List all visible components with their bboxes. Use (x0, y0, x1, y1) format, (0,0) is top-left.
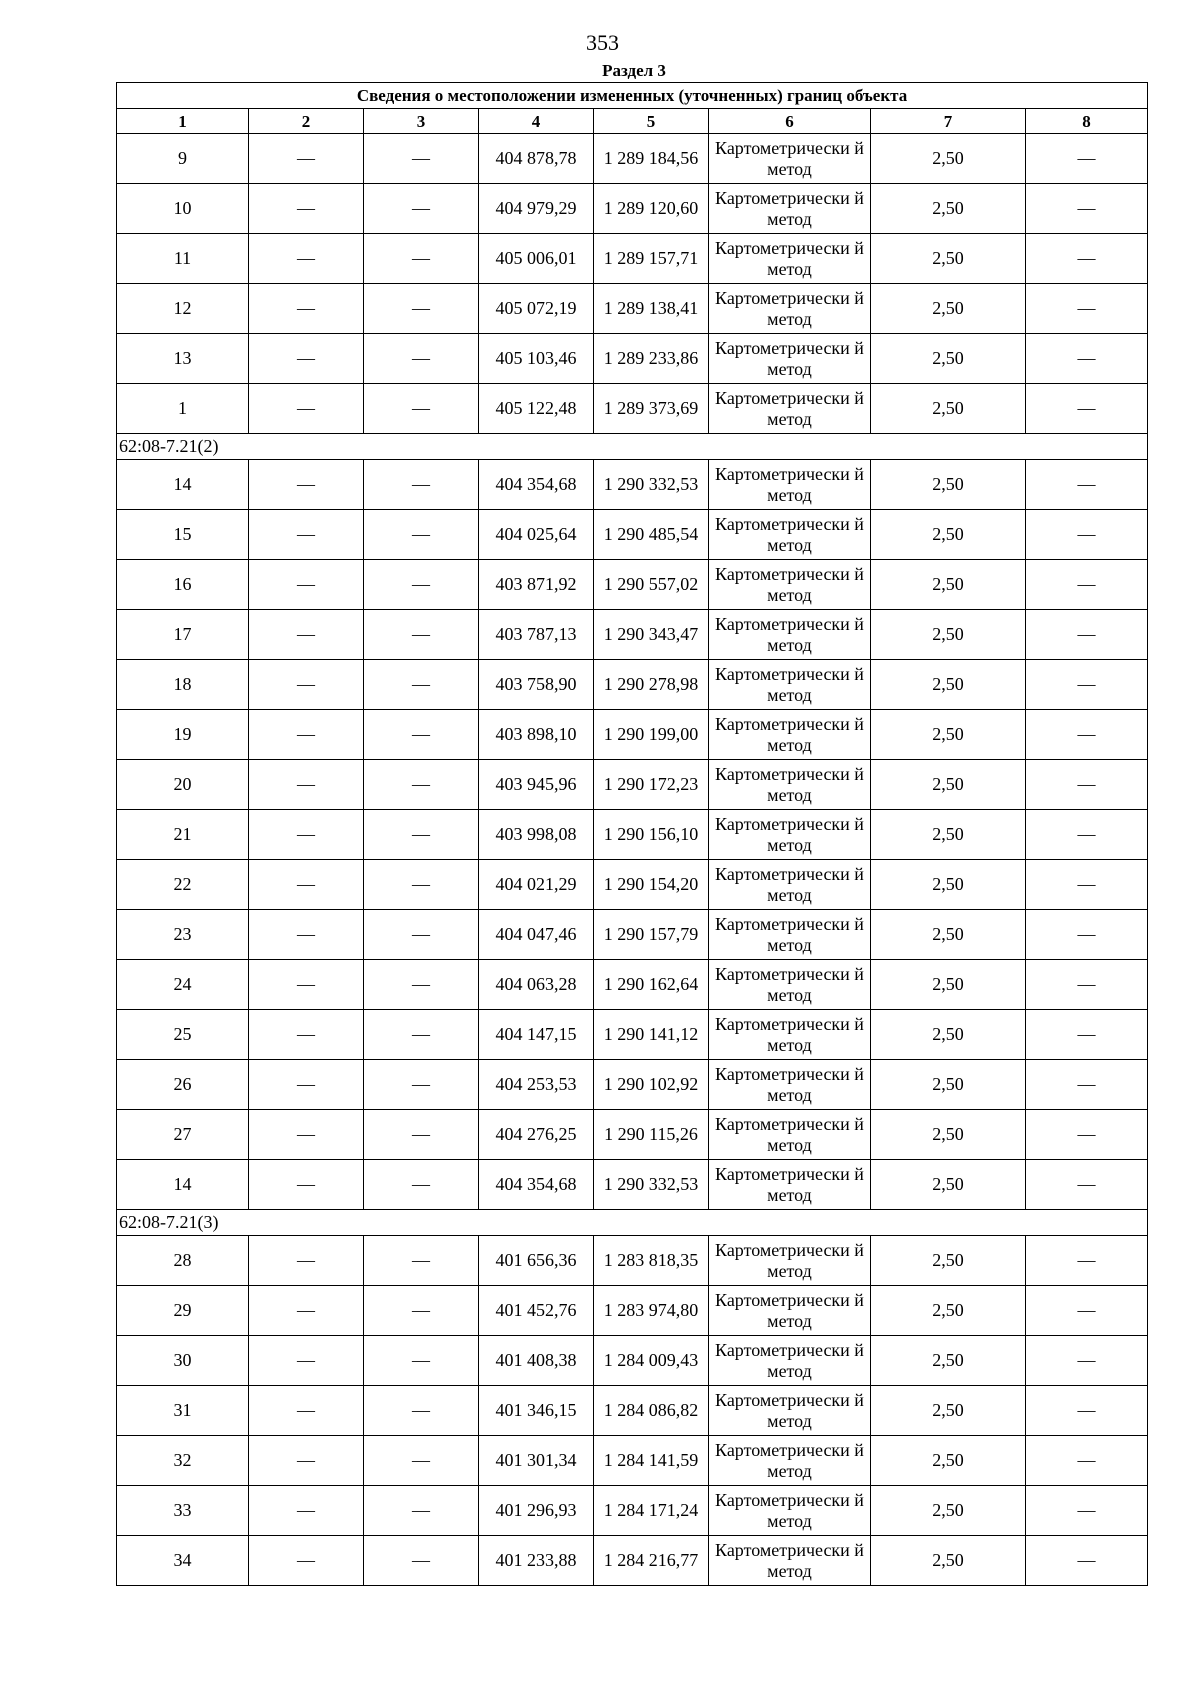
column-3-cell: — (364, 610, 479, 660)
method-cell: Картометрически й метод (709, 710, 871, 760)
accuracy-cell: 2,50 (871, 134, 1026, 184)
table-row (117, 284, 1148, 334)
y-coordinate-cell: 1 290 332,53 (594, 460, 709, 510)
x-coordinate-cell: 404 979,29 (479, 184, 594, 234)
method-cell: Картометрически й метод (709, 610, 871, 660)
y-coordinate-cell: 1 290 115,26 (594, 1110, 709, 1160)
point-number-cell: 27 (117, 1110, 249, 1160)
x-coordinate-cell: 403 758,90 (479, 660, 594, 710)
point-number-cell: 34 (117, 1536, 249, 1586)
table-row (117, 1060, 1148, 1110)
column-3-cell: — (364, 860, 479, 910)
y-coordinate-cell: 1 290 156,10 (594, 810, 709, 860)
column-8-cell: — (1026, 1436, 1148, 1486)
contour-group-label: 62:08-7.21(3) (117, 1210, 1148, 1236)
accuracy-cell: 2,50 (871, 810, 1026, 860)
column-8-cell: — (1026, 1486, 1148, 1536)
point-number-cell: 25 (117, 1010, 249, 1060)
x-coordinate-cell: 404 063,28 (479, 960, 594, 1010)
method-cell: Картометрически й метод (709, 334, 871, 384)
column-8-cell: — (1026, 860, 1148, 910)
column-8-cell: — (1026, 1160, 1148, 1210)
y-coordinate-cell: 1 290 157,79 (594, 910, 709, 960)
point-number-cell: 16 (117, 560, 249, 610)
accuracy-cell: 2,50 (871, 1010, 1026, 1060)
column-8-cell: — (1026, 1536, 1148, 1586)
table-row (117, 1386, 1148, 1436)
point-number-cell: 30 (117, 1336, 249, 1386)
column-3-cell: — (364, 334, 479, 384)
point-number-cell: 14 (117, 460, 249, 510)
boundary-table-container (116, 82, 1147, 1586)
x-coordinate-cell: 403 898,10 (479, 710, 594, 760)
column-2-cell: — (249, 610, 364, 660)
y-coordinate-cell: 1 289 184,56 (594, 134, 709, 184)
column-3-cell: — (364, 760, 479, 810)
x-coordinate-cell: 404 276,25 (479, 1110, 594, 1160)
table-row (117, 960, 1148, 1010)
column-2-cell: — (249, 560, 364, 610)
column-3-cell: — (364, 184, 479, 234)
column-8-cell: — (1026, 1236, 1148, 1286)
table-caption: Сведения о местоположении измененных (уточненных) границ объекта (117, 83, 1148, 109)
method-cell: Картометрически й метод (709, 384, 871, 434)
accuracy-cell: 2,50 (871, 1436, 1026, 1486)
page-number: 353 (586, 30, 619, 55)
column-8-cell: — (1026, 610, 1148, 660)
table-row (117, 1286, 1148, 1336)
accuracy-cell: 2,50 (871, 610, 1026, 660)
column-2-cell: — (249, 284, 364, 334)
x-coordinate-cell: 404 354,68 (479, 1160, 594, 1210)
column-2-cell: — (249, 384, 364, 434)
table-row (117, 184, 1148, 234)
y-coordinate-cell: 1 289 157,71 (594, 234, 709, 284)
method-cell: Картометрически й метод (709, 960, 871, 1010)
accuracy-cell: 2,50 (871, 1060, 1026, 1110)
column-8-cell: — (1026, 660, 1148, 710)
y-coordinate-cell: 1 284 216,77 (594, 1536, 709, 1586)
point-number-cell: 15 (117, 510, 249, 560)
method-cell: Картометрически й метод (709, 460, 871, 510)
point-number-cell: 17 (117, 610, 249, 660)
column-number: 8 (1026, 109, 1148, 134)
column-8-cell: — (1026, 810, 1148, 860)
column-3-cell: — (364, 284, 479, 334)
accuracy-cell: 2,50 (871, 1286, 1026, 1336)
column-3-cell: — (364, 1160, 479, 1210)
point-number-cell: 21 (117, 810, 249, 860)
table-row (117, 610, 1148, 660)
accuracy-cell: 2,50 (871, 1536, 1026, 1586)
column-8-cell: — (1026, 910, 1148, 960)
accuracy-cell: 2,50 (871, 960, 1026, 1010)
point-number-cell: 33 (117, 1486, 249, 1536)
column-3-cell: — (364, 960, 479, 1010)
column-2-cell: — (249, 1236, 364, 1286)
column-3-cell: — (364, 1286, 479, 1336)
column-number: 5 (594, 109, 709, 134)
column-3-cell: — (364, 560, 479, 610)
method-cell: Картометрически й метод (709, 134, 871, 184)
column-8-cell: — (1026, 184, 1148, 234)
x-coordinate-cell: 404 253,53 (479, 1060, 594, 1110)
table-row (117, 660, 1148, 710)
column-3-cell: — (364, 460, 479, 510)
method-cell: Картометрически й метод (709, 1010, 871, 1060)
column-2-cell: — (249, 1436, 364, 1486)
boundary-coordinates-table (116, 82, 1148, 1586)
y-coordinate-cell: 1 289 138,41 (594, 284, 709, 334)
point-number-cell: 1 (117, 384, 249, 434)
method-cell: Картометрически й метод (709, 560, 871, 610)
column-8-cell: — (1026, 960, 1148, 1010)
accuracy-cell: 2,50 (871, 284, 1026, 334)
column-2-cell: — (249, 960, 364, 1010)
column-3-cell: — (364, 710, 479, 760)
accuracy-cell: 2,50 (871, 510, 1026, 560)
x-coordinate-cell: 404 878,78 (479, 134, 594, 184)
method-cell: Картометрически й метод (709, 284, 871, 334)
table-row (117, 860, 1148, 910)
accuracy-cell: 2,50 (871, 1110, 1026, 1160)
column-2-cell: — (249, 1010, 364, 1060)
column-8-cell: — (1026, 1386, 1148, 1436)
contour-group-row (117, 1210, 1148, 1236)
method-cell: Картометрически й метод (709, 1486, 871, 1536)
column-2-cell: — (249, 1536, 364, 1586)
x-coordinate-cell: 403 871,92 (479, 560, 594, 610)
column-number-row (117, 109, 1148, 134)
column-number: 3 (364, 109, 479, 134)
table-row (117, 234, 1148, 284)
point-number-cell: 23 (117, 910, 249, 960)
method-cell: Картометрически й метод (709, 1110, 871, 1160)
method-cell: Картометрически й метод (709, 910, 871, 960)
column-3-cell: — (364, 660, 479, 710)
point-number-cell: 24 (117, 960, 249, 1010)
column-2-cell: — (249, 1160, 364, 1210)
method-cell: Картометрически й метод (709, 810, 871, 860)
y-coordinate-cell: 1 289 373,69 (594, 384, 709, 434)
method-cell: Картометрически й метод (709, 510, 871, 560)
point-number-cell: 29 (117, 1286, 249, 1336)
y-coordinate-cell: 1 290 162,64 (594, 960, 709, 1010)
accuracy-cell: 2,50 (871, 660, 1026, 710)
column-8-cell: — (1026, 234, 1148, 284)
method-cell: Картометрически й метод (709, 1236, 871, 1286)
column-3-cell: — (364, 1436, 479, 1486)
accuracy-cell: 2,50 (871, 1160, 1026, 1210)
y-coordinate-cell: 1 284 141,59 (594, 1436, 709, 1486)
accuracy-cell: 2,50 (871, 560, 1026, 610)
y-coordinate-cell: 1 289 120,60 (594, 184, 709, 234)
column-number: 7 (871, 109, 1026, 134)
column-3-cell: — (364, 1536, 479, 1586)
x-coordinate-cell: 403 787,13 (479, 610, 594, 660)
point-number-cell: 11 (117, 234, 249, 284)
y-coordinate-cell: 1 290 278,98 (594, 660, 709, 710)
column-3-cell: — (364, 810, 479, 860)
x-coordinate-cell: 401 301,34 (479, 1436, 594, 1486)
accuracy-cell: 2,50 (871, 234, 1026, 284)
column-8-cell: — (1026, 284, 1148, 334)
column-8-cell: — (1026, 1110, 1148, 1160)
accuracy-cell: 2,50 (871, 334, 1026, 384)
method-cell: Картометрически й метод (709, 1386, 871, 1436)
column-number: 6 (709, 109, 871, 134)
table-row (117, 1486, 1148, 1536)
table-row (117, 384, 1148, 434)
column-2-cell: — (249, 1110, 364, 1160)
column-3-cell: — (364, 384, 479, 434)
column-3-cell: — (364, 1060, 479, 1110)
column-2-cell: — (249, 234, 364, 284)
x-coordinate-cell: 405 103,46 (479, 334, 594, 384)
point-number-cell: 10 (117, 184, 249, 234)
column-number: 1 (117, 109, 249, 134)
accuracy-cell: 2,50 (871, 1236, 1026, 1286)
accuracy-cell: 2,50 (871, 710, 1026, 760)
y-coordinate-cell: 1 284 086,82 (594, 1386, 709, 1436)
table-row (117, 910, 1148, 960)
column-2-cell: — (249, 760, 364, 810)
y-coordinate-cell: 1 289 233,86 (594, 334, 709, 384)
table-row (117, 134, 1148, 184)
method-cell: Картометрически й метод (709, 860, 871, 910)
column-2-cell: — (249, 810, 364, 860)
column-2-cell: — (249, 460, 364, 510)
column-2-cell: — (249, 710, 364, 760)
column-8-cell: — (1026, 710, 1148, 760)
column-2-cell: — (249, 334, 364, 384)
table-row (117, 460, 1148, 510)
table-row (117, 1436, 1148, 1486)
table-row (117, 760, 1148, 810)
method-cell: Картометрически й метод (709, 1286, 871, 1336)
column-3-cell: — (364, 234, 479, 284)
y-coordinate-cell: 1 290 199,00 (594, 710, 709, 760)
accuracy-cell: 2,50 (871, 1386, 1026, 1436)
x-coordinate-cell: 404 047,46 (479, 910, 594, 960)
point-number-cell: 12 (117, 284, 249, 334)
contour-group-label: 62:08-7.21(2) (117, 434, 1148, 460)
column-2-cell: — (249, 1336, 364, 1386)
column-2-cell: — (249, 1386, 364, 1436)
method-cell: Картометрически й метод (709, 1436, 871, 1486)
point-number-cell: 19 (117, 710, 249, 760)
x-coordinate-cell: 401 233,88 (479, 1536, 594, 1586)
method-cell: Картометрически й метод (709, 184, 871, 234)
x-coordinate-cell: 405 122,48 (479, 384, 594, 434)
column-2-cell: — (249, 1286, 364, 1336)
y-coordinate-cell: 1 283 818,35 (594, 1236, 709, 1286)
y-coordinate-cell: 1 284 009,43 (594, 1336, 709, 1386)
column-8-cell: — (1026, 1336, 1148, 1386)
y-coordinate-cell: 1 283 974,80 (594, 1286, 709, 1336)
point-number-cell: 32 (117, 1436, 249, 1486)
point-number-cell: 13 (117, 334, 249, 384)
column-2-cell: — (249, 510, 364, 560)
point-number-cell: 18 (117, 660, 249, 710)
accuracy-cell: 2,50 (871, 910, 1026, 960)
point-number-cell: 9 (117, 134, 249, 184)
column-8-cell: — (1026, 334, 1148, 384)
column-3-cell: — (364, 134, 479, 184)
column-number: 4 (479, 109, 594, 134)
table-row (117, 1236, 1148, 1286)
accuracy-cell: 2,50 (871, 184, 1026, 234)
method-cell: Картометрически й метод (709, 1336, 871, 1386)
point-number-cell: 14 (117, 1160, 249, 1210)
column-8-cell: — (1026, 560, 1148, 610)
accuracy-cell: 2,50 (871, 860, 1026, 910)
method-cell: Картометрически й метод (709, 1060, 871, 1110)
point-number-cell: 31 (117, 1386, 249, 1436)
x-coordinate-cell: 404 147,15 (479, 1010, 594, 1060)
column-2-cell: — (249, 910, 364, 960)
column-3-cell: — (364, 510, 479, 560)
section-title: Раздел 3 (602, 61, 666, 80)
table-row (117, 710, 1148, 760)
point-number-cell: 22 (117, 860, 249, 910)
method-cell: Картометрически й метод (709, 660, 871, 710)
accuracy-cell: 2,50 (871, 384, 1026, 434)
column-2-cell: — (249, 1060, 364, 1110)
x-coordinate-cell: 401 296,93 (479, 1486, 594, 1536)
method-cell: Картометрически й метод (709, 760, 871, 810)
x-coordinate-cell: 401 408,38 (479, 1336, 594, 1386)
x-coordinate-cell: 405 072,19 (479, 284, 594, 334)
y-coordinate-cell: 1 290 102,92 (594, 1060, 709, 1110)
x-coordinate-cell: 403 998,08 (479, 810, 594, 860)
column-8-cell: — (1026, 134, 1148, 184)
column-8-cell: — (1026, 384, 1148, 434)
y-coordinate-cell: 1 290 485,54 (594, 510, 709, 560)
x-coordinate-cell: 401 656,36 (479, 1236, 594, 1286)
column-3-cell: — (364, 1110, 479, 1160)
column-2-cell: — (249, 134, 364, 184)
x-coordinate-cell: 404 025,64 (479, 510, 594, 560)
table-row (117, 1010, 1148, 1060)
column-8-cell: — (1026, 510, 1148, 560)
column-3-cell: — (364, 1386, 479, 1436)
table-row (117, 334, 1148, 384)
point-number-cell: 20 (117, 760, 249, 810)
method-cell: Картометрически й метод (709, 234, 871, 284)
column-2-cell: — (249, 660, 364, 710)
accuracy-cell: 2,50 (871, 1486, 1026, 1536)
x-coordinate-cell: 404 354,68 (479, 460, 594, 510)
table-row (117, 560, 1148, 610)
table-row (117, 810, 1148, 860)
column-3-cell: — (364, 1236, 479, 1286)
y-coordinate-cell: 1 290 343,47 (594, 610, 709, 660)
column-3-cell: — (364, 1486, 479, 1536)
x-coordinate-cell: 404 021,29 (479, 860, 594, 910)
table-row (117, 1110, 1148, 1160)
x-coordinate-cell: 401 452,76 (479, 1286, 594, 1336)
x-coordinate-cell: 405 006,01 (479, 234, 594, 284)
method-cell: Картометрически й метод (709, 1536, 871, 1586)
column-2-cell: — (249, 860, 364, 910)
method-cell: Картометрически й метод (709, 1160, 871, 1210)
column-3-cell: — (364, 1010, 479, 1060)
column-2-cell: — (249, 184, 364, 234)
table-row (117, 1336, 1148, 1386)
column-2-cell: — (249, 1486, 364, 1536)
y-coordinate-cell: 1 290 332,53 (594, 1160, 709, 1210)
column-8-cell: — (1026, 1060, 1148, 1110)
y-coordinate-cell: 1 284 171,24 (594, 1486, 709, 1536)
contour-group-row (117, 434, 1148, 460)
accuracy-cell: 2,50 (871, 1336, 1026, 1386)
accuracy-cell: 2,50 (871, 760, 1026, 810)
y-coordinate-cell: 1 290 557,02 (594, 560, 709, 610)
table-row (117, 510, 1148, 560)
y-coordinate-cell: 1 290 172,23 (594, 760, 709, 810)
y-coordinate-cell: 1 290 154,20 (594, 860, 709, 910)
y-coordinate-cell: 1 290 141,12 (594, 1010, 709, 1060)
x-coordinate-cell: 403 945,96 (479, 760, 594, 810)
column-number: 2 (249, 109, 364, 134)
column-8-cell: — (1026, 760, 1148, 810)
table-row (117, 1160, 1148, 1210)
column-8-cell: — (1026, 1286, 1148, 1336)
table-row (117, 1536, 1148, 1586)
x-coordinate-cell: 401 346,15 (479, 1386, 594, 1436)
column-3-cell: — (364, 1336, 479, 1386)
point-number-cell: 26 (117, 1060, 249, 1110)
point-number-cell: 28 (117, 1236, 249, 1286)
column-8-cell: — (1026, 1010, 1148, 1060)
accuracy-cell: 2,50 (871, 460, 1026, 510)
column-8-cell: — (1026, 460, 1148, 510)
column-3-cell: — (364, 910, 479, 960)
